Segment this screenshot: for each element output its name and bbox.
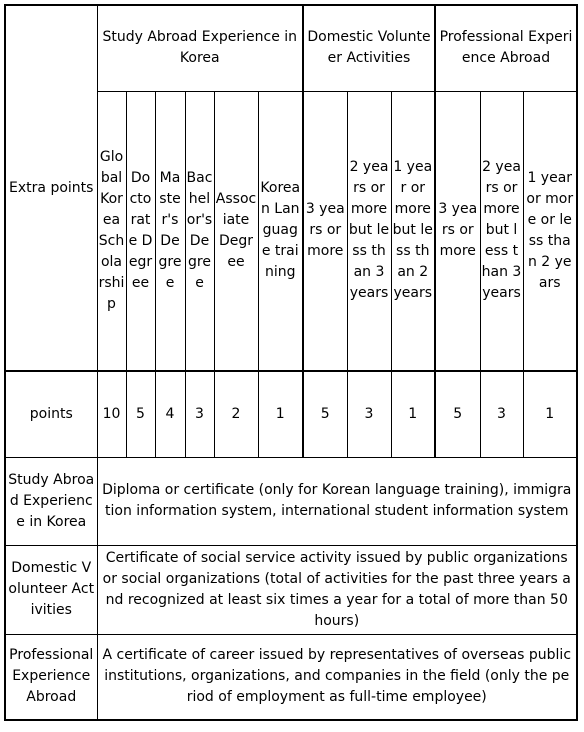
points-value: 2 <box>214 371 258 457</box>
extra-points-table <box>4 4 578 721</box>
group-header-professional: Professional Experience Abroad <box>435 5 577 91</box>
subheader-masters-degree: Master's Degree <box>155 91 185 371</box>
points-value: 1 <box>391 371 435 457</box>
subheader-global-korea-scholarship: Global Korea Scholarship <box>97 91 126 371</box>
points-value: 1 <box>258 371 303 457</box>
points-value: 10 <box>97 371 126 457</box>
group-header-volunteer: Domestic Volunteer Activities <box>303 5 435 91</box>
subheader-korean-language-training: Korean Language training <box>258 91 303 371</box>
points-value: 3 <box>347 371 391 457</box>
subheader-volunteer-2-years: 2 years or more but less than 3 years <box>347 91 391 371</box>
points-value: 3 <box>185 371 214 457</box>
group-header-study-abroad: Study Abroad Experience in Korea <box>97 5 303 91</box>
subheader-volunteer-3-years: 3 years or more <box>303 91 347 371</box>
subheader-professional-3-years: 3 years or more <box>435 91 480 371</box>
points-value: 4 <box>155 371 185 457</box>
document-category-volunteer: Domestic Volunteer Activities <box>5 545 97 634</box>
points-value: 5 <box>126 371 155 457</box>
subheader-doctorate-degree: Doctorate Degree <box>126 91 155 371</box>
corner-label: Extra points <box>5 5 97 371</box>
document-category-study-abroad: Study Abroad Experience in Korea <box>5 457 97 545</box>
points-value: 5 <box>303 371 347 457</box>
points-value: 1 <box>523 371 577 457</box>
document-description-professional: A certificate of career issued by representatives of overseas public institutions, organizations, and companies in the field (only the period of employment as full-time employee) <box>97 634 577 720</box>
subheader-associate-degree: Associate Degree <box>214 91 258 371</box>
document-description-study-abroad: Diploma or certificate (only for Korean language training), immigration information system, international student information system <box>97 457 577 545</box>
subheader-bachelors-degree: Bachelor's Degree <box>185 91 214 371</box>
document-category-professional: Professional Experience Abroad <box>5 634 97 720</box>
points-row-label: points <box>5 371 97 457</box>
subheader-professional-2-years: 2 years or more but less than 3 years <box>480 91 523 371</box>
subheader-volunteer-1-year: 1 year or more but less than 2 years <box>391 91 435 371</box>
document-description-volunteer: Certificate of social service activity issued by public organizations or social organizations (total of activities for the past three years and recognized at least six times a year for a total of more than 50 hours) <box>97 545 577 634</box>
points-value: 3 <box>480 371 523 457</box>
subheader-professional-1-year: 1 year or more or less than 2 years <box>523 91 577 371</box>
points-value: 5 <box>435 371 480 457</box>
